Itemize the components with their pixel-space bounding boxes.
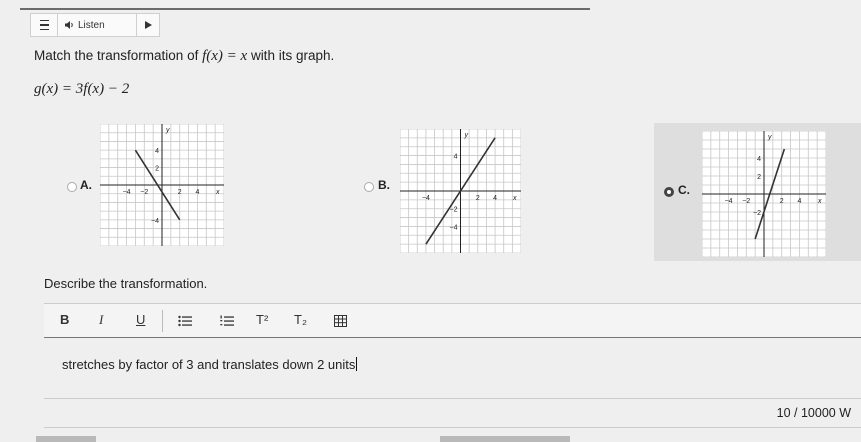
option-a-label[interactable]: A. <box>80 178 92 192</box>
italic-button[interactable]: I <box>99 312 104 327</box>
y-tick-label: 4 <box>155 148 159 156</box>
editor-toolbar <box>44 303 861 339</box>
option-c-graph <box>702 131 826 257</box>
x-tick-label: 4 <box>493 195 498 202</box>
option-a-radio[interactable] <box>67 182 77 192</box>
x-axis-label: x <box>513 195 517 202</box>
x-tick-label: −4 <box>122 189 131 196</box>
transformed-function: g(x) = 3f(x) − 2 <box>34 81 130 97</box>
option-b-radio[interactable] <box>364 182 374 192</box>
play-icon <box>145 21 152 29</box>
x-tick-label: 2 <box>177 189 182 196</box>
play-button[interactable] <box>137 14 159 36</box>
y-tick-label: −4 <box>449 224 458 232</box>
prompt-text: Match the transformation of <box>34 48 203 63</box>
speaker-icon <box>64 20 74 30</box>
word-counter: 10 / 10000 W <box>776 406 851 420</box>
x-tick-label: −4 <box>724 198 733 205</box>
y-tick-label: 4 <box>757 156 761 163</box>
option-c-label[interactable]: C. <box>678 183 690 197</box>
prompt-function: f(x) = x <box>202 48 248 64</box>
bottom-button-left[interactable] <box>36 436 96 442</box>
table-icon[interactable] <box>334 315 347 327</box>
y-tick-label: 4 <box>453 153 458 161</box>
y-tick-label: 2 <box>155 165 159 173</box>
y-tick-label: −2 <box>449 206 458 214</box>
y-axis-label: y <box>768 134 772 141</box>
question-prompt <box>34 48 334 65</box>
text-caret <box>356 357 357 371</box>
y-tick-label: −2 <box>753 210 761 217</box>
y-axis-label: y <box>166 127 170 134</box>
superscript-button[interactable]: T² <box>256 312 269 327</box>
y-tick-label: 2 <box>757 174 761 181</box>
top-divider <box>20 8 590 10</box>
x-tick-label: 4 <box>195 189 200 196</box>
toolbar-divider <box>162 310 163 332</box>
x-axis-label: x <box>216 189 220 196</box>
listen-label: Listen <box>78 19 105 31</box>
answer-textarea[interactable] <box>44 337 861 398</box>
bulleted-list-icon[interactable] <box>178 315 192 327</box>
option-c-radio[interactable] <box>664 187 674 197</box>
answer-text: stretches by factor of 3 and translates down 2 units <box>62 357 356 372</box>
describe-label: Describe the transformation. <box>44 276 208 291</box>
x-tick-label: −2 <box>742 198 751 205</box>
menu-icon[interactable] <box>31 14 58 36</box>
y-axis-label: y <box>464 132 468 139</box>
numbered-list-icon[interactable] <box>220 315 234 327</box>
option-b-label[interactable]: B. <box>378 178 390 192</box>
bottom-button-right[interactable] <box>440 436 570 442</box>
x-tick-label: −2 <box>140 189 149 196</box>
y-tick-label: −4 <box>151 217 159 225</box>
x-tick-label: 2 <box>475 195 480 202</box>
subscript-button[interactable]: T₂ <box>294 312 307 327</box>
listen-toolbar <box>30 13 160 37</box>
option-a-graph <box>100 124 224 246</box>
x-tick-label: −4 <box>421 195 430 202</box>
x-tick-label: 2 <box>779 198 784 205</box>
x-tick-label: 4 <box>797 198 802 205</box>
prompt-text-end: with its graph. <box>247 48 335 63</box>
underline-button[interactable]: U <box>136 312 146 327</box>
x-axis-label: x <box>818 198 822 205</box>
word-counter-bar <box>44 398 861 428</box>
listen-button[interactable] <box>58 14 137 36</box>
bold-button[interactable]: B <box>60 312 70 327</box>
option-b-graph <box>400 129 521 253</box>
